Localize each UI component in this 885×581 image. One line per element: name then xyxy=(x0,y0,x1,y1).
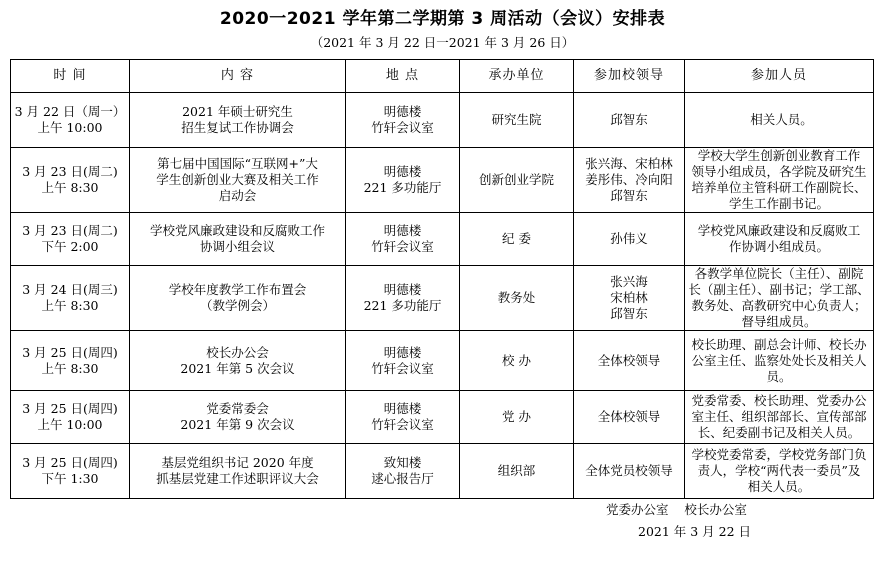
table-row xyxy=(11,444,874,499)
host-line: 校 办 xyxy=(502,352,531,368)
people-line: 培养单位主管科研工作副院长、 xyxy=(691,180,867,195)
people-cell xyxy=(685,444,874,499)
people-line: 相关人员。 xyxy=(750,112,813,127)
content-line: 学校党风廉政建设和反腐败工作 xyxy=(149,223,325,238)
time-line: 下午 1:30 xyxy=(41,471,99,486)
place-line: 221 多功能厅 xyxy=(363,298,442,313)
time-line: 上午 10:00 xyxy=(37,120,103,135)
people-line: 相关人员。 xyxy=(747,479,811,494)
table-row xyxy=(11,148,874,213)
leaders-line: 张兴海、宋柏林 xyxy=(585,156,673,171)
host-line: 研究生院 xyxy=(491,112,542,127)
host-cell xyxy=(460,93,574,148)
people-line: 员。 xyxy=(766,368,792,384)
people-line: 长、纪委副书记及相关人员。 xyxy=(697,425,861,440)
content-line: 抓基层党建工作述职评议大会 xyxy=(156,471,319,486)
place-cell xyxy=(346,266,460,331)
header-place: 地 点 xyxy=(346,60,460,93)
issuing-offices: 党委办公室 校长办公室 xyxy=(606,502,747,517)
leaders-cell xyxy=(574,93,685,148)
place-line: 竹轩会议室 xyxy=(371,120,434,135)
time-line: 3 月 22 日（周一） xyxy=(14,104,126,119)
leaders-line: 邱智东 xyxy=(610,306,648,321)
time-cell xyxy=(11,444,130,499)
content-line: 招生复试工作协调会 xyxy=(181,120,294,135)
people-line: 党委常委、校长助理、党委办公 xyxy=(691,393,867,408)
host-cell xyxy=(460,444,574,499)
time-cell xyxy=(11,331,130,391)
place-cell xyxy=(346,148,460,213)
time-cell xyxy=(11,148,130,213)
time-cell xyxy=(11,213,130,266)
time-line: 上午 8:30 xyxy=(41,180,99,195)
people-line: 督导组成员。 xyxy=(741,314,817,329)
time-line: 上午 8:30 xyxy=(41,298,99,313)
people-cell xyxy=(685,213,874,266)
people-line: 学生工作副书记。 xyxy=(728,196,829,211)
leaders-line: 姜彤伟、冷向阳 xyxy=(585,172,673,187)
content-line: 学生创新创业大赛及相关工作 xyxy=(156,172,319,187)
place-line: 221 多功能厅 xyxy=(363,180,442,195)
time-line: 3 月 23 日(周二) xyxy=(22,164,118,179)
host-line: 党 办 xyxy=(502,409,531,424)
people-line: 公室主任、监察处处长及相关人 xyxy=(691,352,867,368)
time-cell xyxy=(11,93,130,148)
people-cell xyxy=(685,391,874,444)
host-line: 纪 委 xyxy=(502,231,531,246)
date-range-subtitle: （2021 年 3 月 22 日一2021 年 3 月 26 日） xyxy=(310,35,575,50)
place-cell xyxy=(346,93,460,148)
people-line: 学校党委常委，学校党务部门负 xyxy=(691,447,867,462)
leaders-cell xyxy=(574,331,685,391)
leaders-cell xyxy=(574,148,685,213)
people-cell xyxy=(685,266,874,331)
leaders-line: 全体党员校领导 xyxy=(585,463,673,478)
place-line: 逑心报告厅 xyxy=(371,471,434,486)
host-line: 教务处 xyxy=(497,290,536,305)
host-line: 组织部 xyxy=(497,463,536,478)
time-line: 3 月 25 日(周四) xyxy=(22,344,118,360)
place-cell xyxy=(346,444,460,499)
people-line: 教务处、高教研究中心负责人； xyxy=(691,298,867,313)
people-cell xyxy=(685,148,874,213)
leaders-line: 全体校领导 xyxy=(597,409,661,424)
host-cell xyxy=(460,213,574,266)
time-cell xyxy=(11,391,130,444)
place-line: 明德楼 xyxy=(383,344,422,360)
people-line: 各教学单位院长（主任）、副院 xyxy=(694,266,864,281)
time-line: 上午 8:30 xyxy=(41,360,99,376)
table-row xyxy=(11,331,874,391)
leaders-cell xyxy=(574,444,685,499)
time-line: 3 月 24 日(周三) xyxy=(22,282,118,297)
content-line: 2021 年第 9 次会议 xyxy=(180,417,295,432)
issue-date: 2021 年 3 月 22 日 xyxy=(638,524,752,539)
table-row xyxy=(11,93,874,148)
place-line: 明德楼 xyxy=(383,164,422,179)
header-host: 承办单位 xyxy=(460,60,574,93)
content-cell xyxy=(130,391,346,444)
content-line: 学校年度教学工作布置会 xyxy=(168,282,307,297)
host-line: 创新创业学院 xyxy=(478,172,554,187)
header-leaders: 参加校领导 xyxy=(574,60,685,93)
time-line: 3 月 23 日(周二) xyxy=(22,223,118,238)
content-cell xyxy=(130,266,346,331)
people-line: 长（副主任）、副书记；学工部、 xyxy=(688,282,870,297)
host-cell xyxy=(460,391,574,444)
time-line: 3 月 25 日(周四) xyxy=(22,401,118,416)
host-cell xyxy=(460,266,574,331)
content-line: 2021 年第 5 次会议 xyxy=(180,360,295,376)
people-line: 学校大学生创新创业教育工作 xyxy=(697,148,861,163)
people-line: 室主任、组织部部长、宣传部部 xyxy=(691,409,867,424)
place-line: 致知楼 xyxy=(383,455,422,470)
leaders-line: 邱智东 xyxy=(610,188,648,203)
time-line: 3 月 25 日(周四) xyxy=(22,455,118,470)
leaders-line: 宋柏林 xyxy=(610,290,648,305)
content-line: 2021 年硕士研究生 xyxy=(182,104,293,119)
table-row xyxy=(11,391,874,444)
place-line: 明德楼 xyxy=(383,223,422,238)
people-cell xyxy=(685,331,874,391)
content-line: 校长办公会 xyxy=(206,344,269,360)
people-line: 领导小组成员，各学院及研究生 xyxy=(691,164,867,179)
page-title: 2020一2021 学年第二学期第 3 周活动（会议）安排表 xyxy=(219,9,666,29)
leaders-line: 邱智东 xyxy=(610,112,648,127)
place-line: 明德楼 xyxy=(383,282,422,297)
content-line: 启动会 xyxy=(218,188,257,203)
content-cell xyxy=(130,213,346,266)
header-content: 内 容 xyxy=(130,60,346,93)
place-line: 明德楼 xyxy=(383,104,422,119)
content-line: 第七届中国国际“互联网+”大 xyxy=(157,156,318,171)
leaders-cell xyxy=(574,213,685,266)
people-line: 校长助理、副总会计师、校长办 xyxy=(691,336,867,352)
table-row xyxy=(11,266,874,331)
leaders-cell xyxy=(574,266,685,331)
place-cell xyxy=(346,391,460,444)
leaders-cell xyxy=(574,391,685,444)
content-cell xyxy=(130,93,346,148)
place-cell xyxy=(346,331,460,391)
table-row xyxy=(11,213,874,266)
people-line: 学校党风廉政建设和反腐败工 xyxy=(697,223,861,238)
host-cell xyxy=(460,148,574,213)
place-line: 竹轩会议室 xyxy=(371,417,434,432)
content-cell xyxy=(130,148,346,213)
place-line: 竹轩会议室 xyxy=(371,360,434,376)
header-people: 参加人员 xyxy=(685,60,874,93)
people-cell xyxy=(685,93,874,148)
content-cell xyxy=(130,331,346,391)
content-cell xyxy=(130,444,346,499)
header-time: 时 间 xyxy=(11,60,130,93)
people-line: 作协调小组成员。 xyxy=(728,239,829,254)
content-line: 协调小组会议 xyxy=(199,239,275,254)
header-row xyxy=(11,60,874,93)
content-line: （教学例会） xyxy=(199,298,275,313)
content-line: 党委常委会 xyxy=(206,401,269,416)
time-line: 上午 10:00 xyxy=(37,417,103,432)
leaders-line: 张兴海 xyxy=(610,274,648,289)
leaders-line: 孙伟义 xyxy=(610,231,648,246)
people-line: 责人，学校“两代表一委员”及 xyxy=(697,463,861,478)
place-line: 竹轩会议室 xyxy=(371,239,434,254)
leaders-line: 全体校领导 xyxy=(597,352,661,368)
schedule-table xyxy=(10,59,874,499)
place-line: 明德楼 xyxy=(383,401,422,416)
time-cell xyxy=(11,266,130,331)
place-cell xyxy=(346,213,460,266)
content-line: 基层党组织书记 2020 年度 xyxy=(161,455,314,470)
host-cell xyxy=(460,331,574,391)
time-line: 下午 2:00 xyxy=(41,239,99,254)
